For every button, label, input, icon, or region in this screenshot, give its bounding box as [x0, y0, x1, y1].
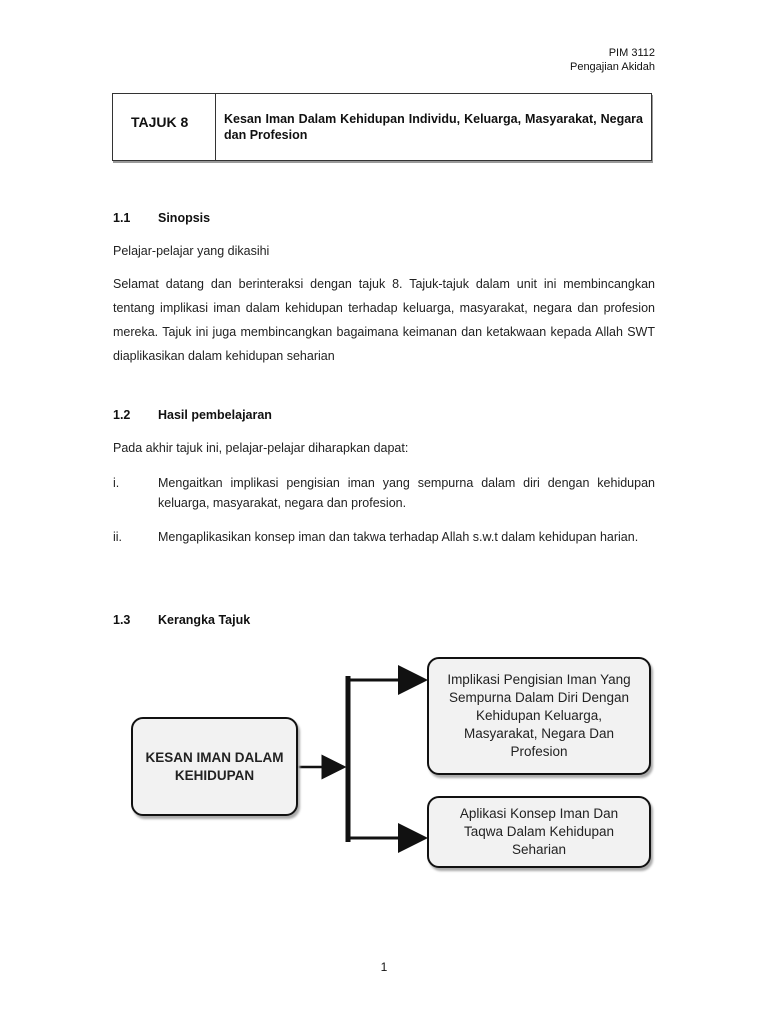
- section-number: 1.2: [113, 408, 131, 422]
- course-name: Pengajian Akidah: [569, 61, 655, 73]
- list-marker: i.: [113, 476, 120, 490]
- list-text: Mengaplikasikan konsep iman dan takwa terhadap Allah s.w.t dalam kehidupan harian.: [158, 530, 639, 544]
- course-code: PIM 3112: [608, 47, 655, 59]
- section-number: 1.1: [113, 211, 131, 225]
- greeting: Pelajar-pelajar yang dikasihi: [113, 244, 270, 258]
- branch-a-box: Implikasi Pengisian Iman Yang Sempurna Dalam Diri Dengan Kehidupan Keluarga, Masyarakat, Negara Dan Profesion: [427, 657, 651, 775]
- section-number: 1.3: [113, 613, 131, 627]
- synopsis-paragraph: Selamat datang dan berinteraksi dengan tajuk 8. Tajuk-tajuk dalam unit ini membincangkan tentang implikasi iman dalam kehidupan terhadap keluarga, masyarakat, negara dan profesion mereka. Tajuk ini juga membincangkan bagaimana keimanan dan ketakwaan kepada Allah SWT diaplikasikan dalam kehidupan seharian: [113, 277, 655, 363]
- section-title: Sinopsis: [158, 211, 211, 225]
- section-title: Hasil pembelajaran: [158, 408, 272, 422]
- list-marker: ii.: [113, 530, 123, 544]
- list-text: Mengaitkan implikasi pengisian iman yang sempurna dalam diri dengan kehidupan keluarga, masyarakat, negara dan profesion.: [158, 476, 655, 510]
- branch-b-box: Aplikasi Konsep Iman Dan Taqwa Dalam Kehidupan Seharian: [427, 796, 651, 868]
- topic-label: TAJUK 8: [113, 94, 216, 160]
- section-title: Kerangka Tajuk: [158, 613, 251, 627]
- outcomes-intro: Pada akhir tajuk ini, pelajar-pelajar diharapkan dapat:: [113, 441, 409, 455]
- page-number: 1: [380, 960, 388, 974]
- topic-title: Kesan Iman Dalam Kehidupan Individu, Keluarga, Masyarakat, Negara dan Profesion: [224, 112, 643, 142]
- main-topic-box: KESAN IMAN DALAM KEHIDUPAN: [131, 717, 298, 816]
